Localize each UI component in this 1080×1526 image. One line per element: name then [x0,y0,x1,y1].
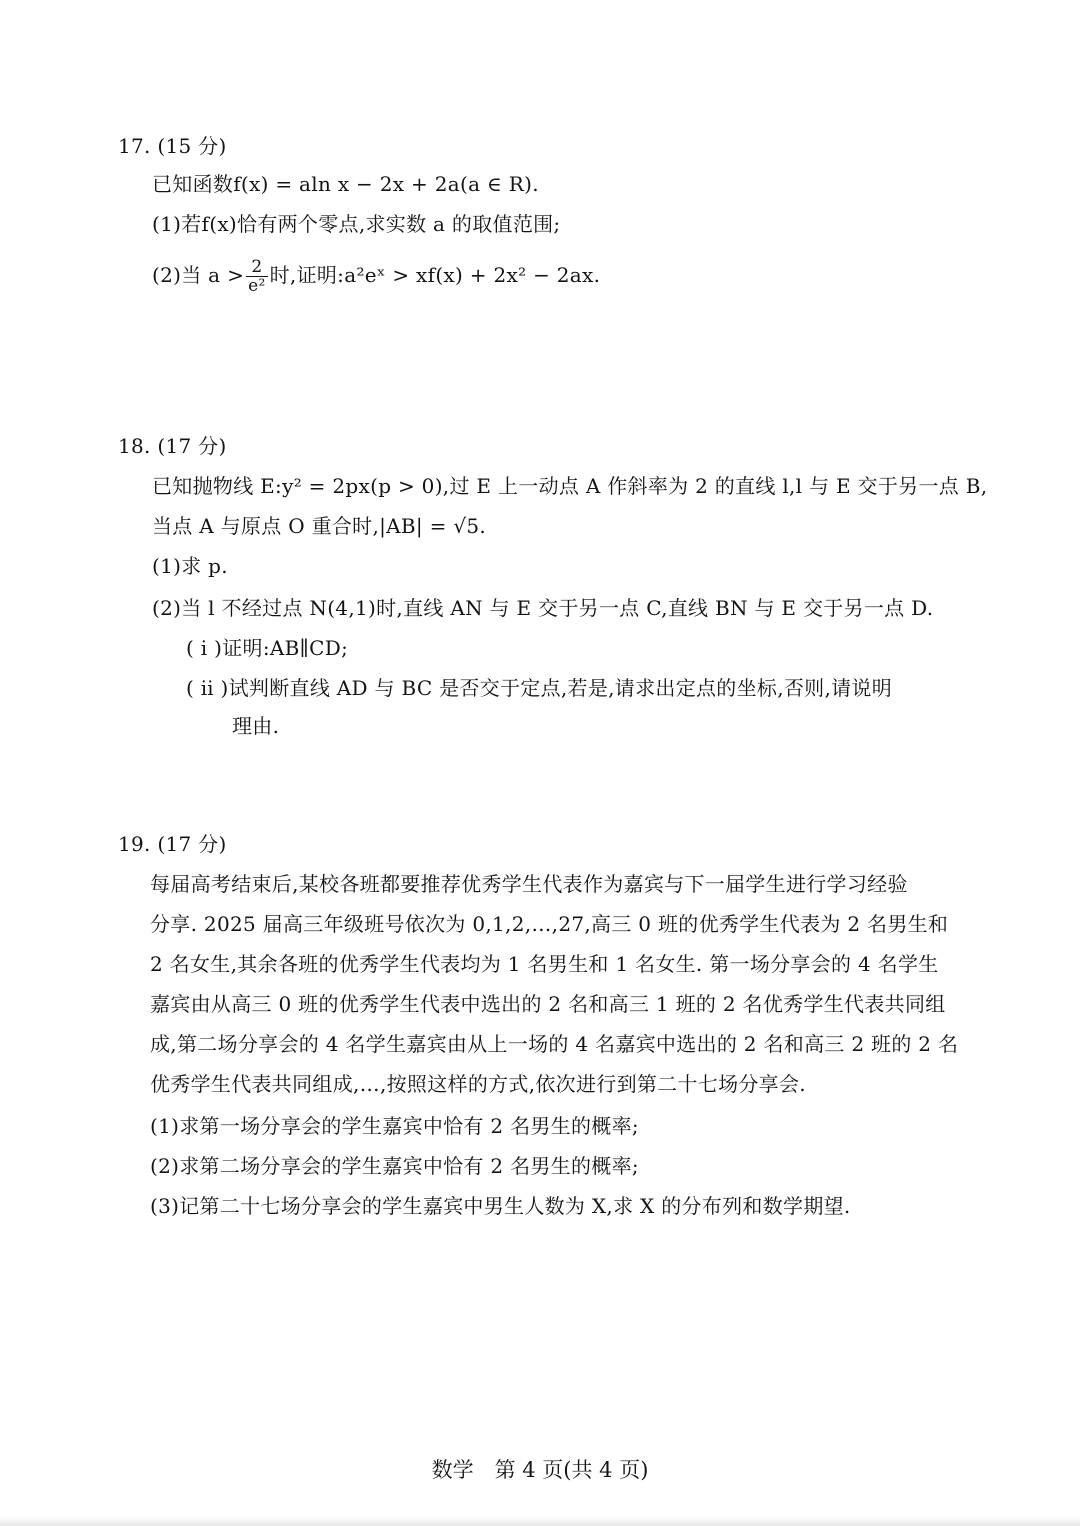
page-footer: 数学 第 4 页(共 4 页) [431,1458,649,1482]
q17-part2-suffix: 时,证明:a²eˣ > xf(x) + 2x² − 2ax. [269,263,601,287]
q17-part2-fraction [246,258,267,295]
q17-stem: 已知函数f(x) = aln x − 2x + 2a(a ∈ R). [152,172,539,196]
q18-part1: (1)求 p. [152,554,228,578]
q19-body-line: 成,第二场分享会的 4 名学生嘉宾由从上一场的 4 名嘉宾中选出的 2 名和高三 2 班的 2 名 [150,1032,959,1056]
q18-sub2-line1: ( ⅱ )试判断直线 AD 与 BC 是否交于定点,若是,请求出定点的坐标,否则,请说明 [186,676,893,700]
q17-header: 17. (15 分) [118,134,227,158]
q19-part1: (1)求第一场分享会的学生嘉宾中恰有 2 名男生的概率; [150,1114,639,1138]
q17-part1: (1)若f(x)恰有两个零点,求实数 a 的取值范围; [152,212,561,236]
q18-part2: (2)当 l 不经过点 N(4,1)时,直线 AN 与 E 交于另一点 C,直线 BN 与 E 交于另一点 D. [152,596,934,620]
q19-body-line: 2 名女生,其余各班的优秀学生代表均为 1 名男生和 1 名女生. 第一场分享会的 4 名学生 [150,952,939,976]
q17-fraction-numerator: 2 [246,258,267,277]
q18-sub2-line2: 理由. [232,714,280,738]
q17-fraction-denominator: e² [248,276,266,296]
q18-stem-line1: 已知抛物线 E:y² = 2px(p > 0),过 E 上一动点 A 作斜率为 2 的直线 l,l 与 E 交于另一点 B, [152,474,988,498]
q17-part2-prefix: (2)当 a > [152,263,245,287]
q19-body-line: 优秀学生代表共同组成,…,按照这样的方式,依次进行到第二十七场分享会. [150,1072,806,1096]
q18-sub1: ( ⅰ )证明:AB∥CD; [186,636,349,660]
q17-part2 [152,258,600,295]
q18-stem-line2: 当点 A 与原点 O 重合时,|AB| = √5. [152,514,487,538]
q18-header: 18. (17 分) [118,434,227,458]
q19-body-line: 每届高考结束后,某校各班都要推荐优秀学生代表作为嘉宾与下一届学生进行学习经验 [150,872,908,896]
q19-body-line: 分享. 2025 届高三年级班号依次为 0,1,2,…,27,高三 0 班的优秀学生代表为 2 名男生和 [150,912,949,936]
q19-body-line: 嘉宾由从高三 0 班的优秀学生代表中选出的 2 名和高三 1 班的 2 名优秀学生代表共同组 [150,992,946,1016]
q19-header: 19. (17 分) [118,832,227,856]
scan-edge-shadow [0,1516,1080,1526]
q19-part3: (3)记第二十七场分享会的学生嘉宾中男生人数为 X,求 X 的分布列和数学期望. [150,1194,851,1218]
q19-part2: (2)求第二场分享会的学生嘉宾中恰有 2 名男生的概率; [150,1154,639,1178]
